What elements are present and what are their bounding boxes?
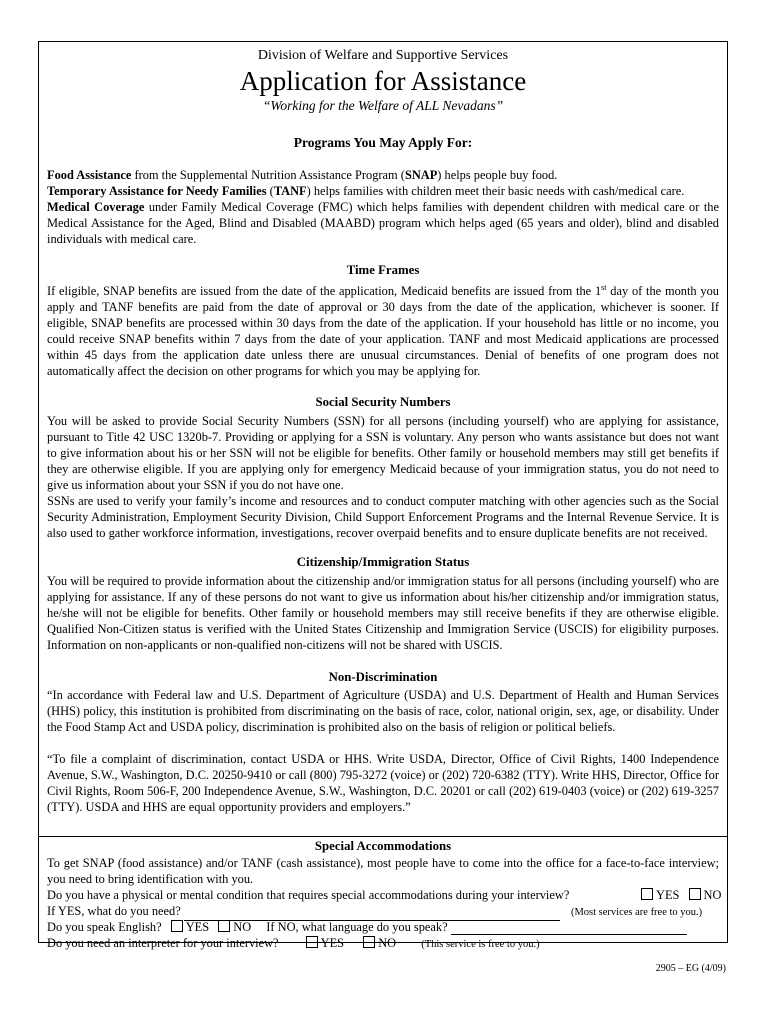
form-id: 2905 – EG (4/09) [655,963,726,974]
food-assistance-paragraph: Food Assistance from the Supplemental Nutrition Assistance Program (SNAP) helps people buy food. [47,168,558,182]
accommodation-need-row: If YES, what do you need? (Most services are free to you.) [47,903,702,921]
citizenship-paragraph: You will be required to provide information about the citizenship and/or immigration status for all persons (including yourself) who are applying for assistance. If any of these persons do not want to give us information about his/her citizenship and/or immigration status, he/she will not be eligible for benefits. Other family or household members may still receive benefits if they are otherwise eligible. Qualified Non-Citizen status is verified with the United States Citizenship and Immigration Service (USCIS) for eligibility purposes. Information on non-applicants or non-qualified non-citizens will not be shared with USCIS. [47,574,719,652]
accommodation-question: Do you have a physical or mental condition that requires special accommodations during your interview? [47,888,570,902]
motto: “Working for the Welfare of ALL Nevadans” [262,98,504,113]
citizenship-section [47,573,719,653]
interpreter-row: Do you need an interpreter for your interview? YES NO (This service is free to you.) [47,936,540,950]
ssn-paragraph-1: You will be asked to provide Social Security Numbers (SSN) for all persons (including yourself) who are applying for assistance, pursuant to Title 42 USC 1320b-7. Providing or applying for a SSN is voluntary. Any person who wants assistance but does not want to give information about his or her SSN will not be eligible for benefits. Other family or household members may still get benefits if they are otherwise eligible. If you are applying only for emergency Medicaid because of your immigration status, you do not need to give us information about your SSN if you do not have one. [47,414,719,492]
english-no-checkbox[interactable] [218,920,230,932]
citizenship-heading: Citizenship/Immigration Status [296,555,470,569]
nondiscrimination-paragraph-1: “In accordance with Federal law and U.S. Department of Agriculture (USDA) and U.S. Department of Health and Human Services (HHS) policy, this institution is prohibited from discriminating on the basis of race, color, national origin, sex, age, or disability. Under the Food Stamp Act and USDA policy, discrimination is prohibited also on the basis of religion or political beliefs. [47,688,719,734]
accommodation-choices: YES NO [635,887,721,903]
accommodations-heading: Special Accommodations [314,839,452,853]
ssn-paragraph-2: SSNs are used to verify your family’s income and resources and to conduct computer matching with other agencies such as the Social Security Administration, Employment Security Division, Child Support Enforcement Programs and the Internal Revenue Service. It is also used to gather workforce information, investigations, recover overpaid benefits and to ensure duplicate benefits are not received. [47,494,719,540]
accommodation-no-checkbox[interactable] [689,888,701,900]
english-yes-checkbox[interactable] [171,920,183,932]
nondiscrimination-section [47,687,719,815]
division-name: Division of Welfare and Supportive Services [257,48,509,63]
time-frames-heading: Time Frames [346,263,420,277]
ssn-section [47,413,719,541]
programs-section [47,167,719,247]
tanf-paragraph: Temporary Assistance for Needy Families (TANF) helps families with children meet their basic needs with cash/medical care. [47,184,685,198]
form-frame [38,41,728,950]
page-title: Application for Assistance [239,66,527,96]
english-row: Do you speak English? YES NO If NO, what language do you speak? [47,919,687,935]
programs-heading: Programs You May Apply For: [293,135,473,150]
nondiscrimination-heading: Non-Discrimination [328,670,438,684]
interpreter-no-checkbox[interactable] [363,936,375,948]
ssn-heading: Social Security Numbers [315,395,451,409]
time-frames-section [47,280,719,379]
section-divider [39,836,727,837]
time-frames-paragraph: If eligible, SNAP benefits are issued from the date of the application, Medicaid benefits are issued from the 1st day of the month you apply and TANF benefits are paid from the date of approval or 30 days from the date of the application, whichever is sooner. If eligible, SNAP benefits are processed within 30 days from the date of the application. If your household has little or no income, you could receive SNAP benefits within 7 days from the date of your application. TANF and most Medicaid applications are processed within 45 days from the application date unless there are unusual circumstances. Denial of benefits of one program does not automatically affect the decision on other programs for which you may be applying for. [47,283,719,379]
accommodation-yes-checkbox[interactable] [641,888,653,900]
interpreter-yes-checkbox[interactable] [306,936,318,948]
medical-coverage-paragraph: Medical Coverage under Family Medical Coverage (FMC) which helps families with dependent children with medical care or the Medical Assistance for the Aged, Blind and Disabled (MAABD) program which helps aged (65 years and older), blind and disabled individuals with medical care. [47,200,719,246]
accommodations-intro: To get SNAP (food assistance) and/or TANF (cash assistance), most people have to come into the office for a face-to-face interview; you need to bring identification with you. [47,856,719,886]
language-field[interactable] [451,921,687,935]
nondiscrimination-paragraph-2: “To file a complaint of discrimination, contact USDA or HHS. Write USDA, Director, Office of Civil Rights, 1400 Independence Avenue, S.W., Washington, D.C. 20250-9410 or call (800) 795-3272 (voice) or (202) 720-6382 (TTY). Write HHS, Director, Office for Civil Rights, Room 506-F, 200 Independence Avenue, S.W., Washington, D.C. 20201 or call (202) 619-0403 (voice) or (202) 619-3257 (TTY). USDA and HHS are equal opportunity providers and employers.” [47,752,719,814]
